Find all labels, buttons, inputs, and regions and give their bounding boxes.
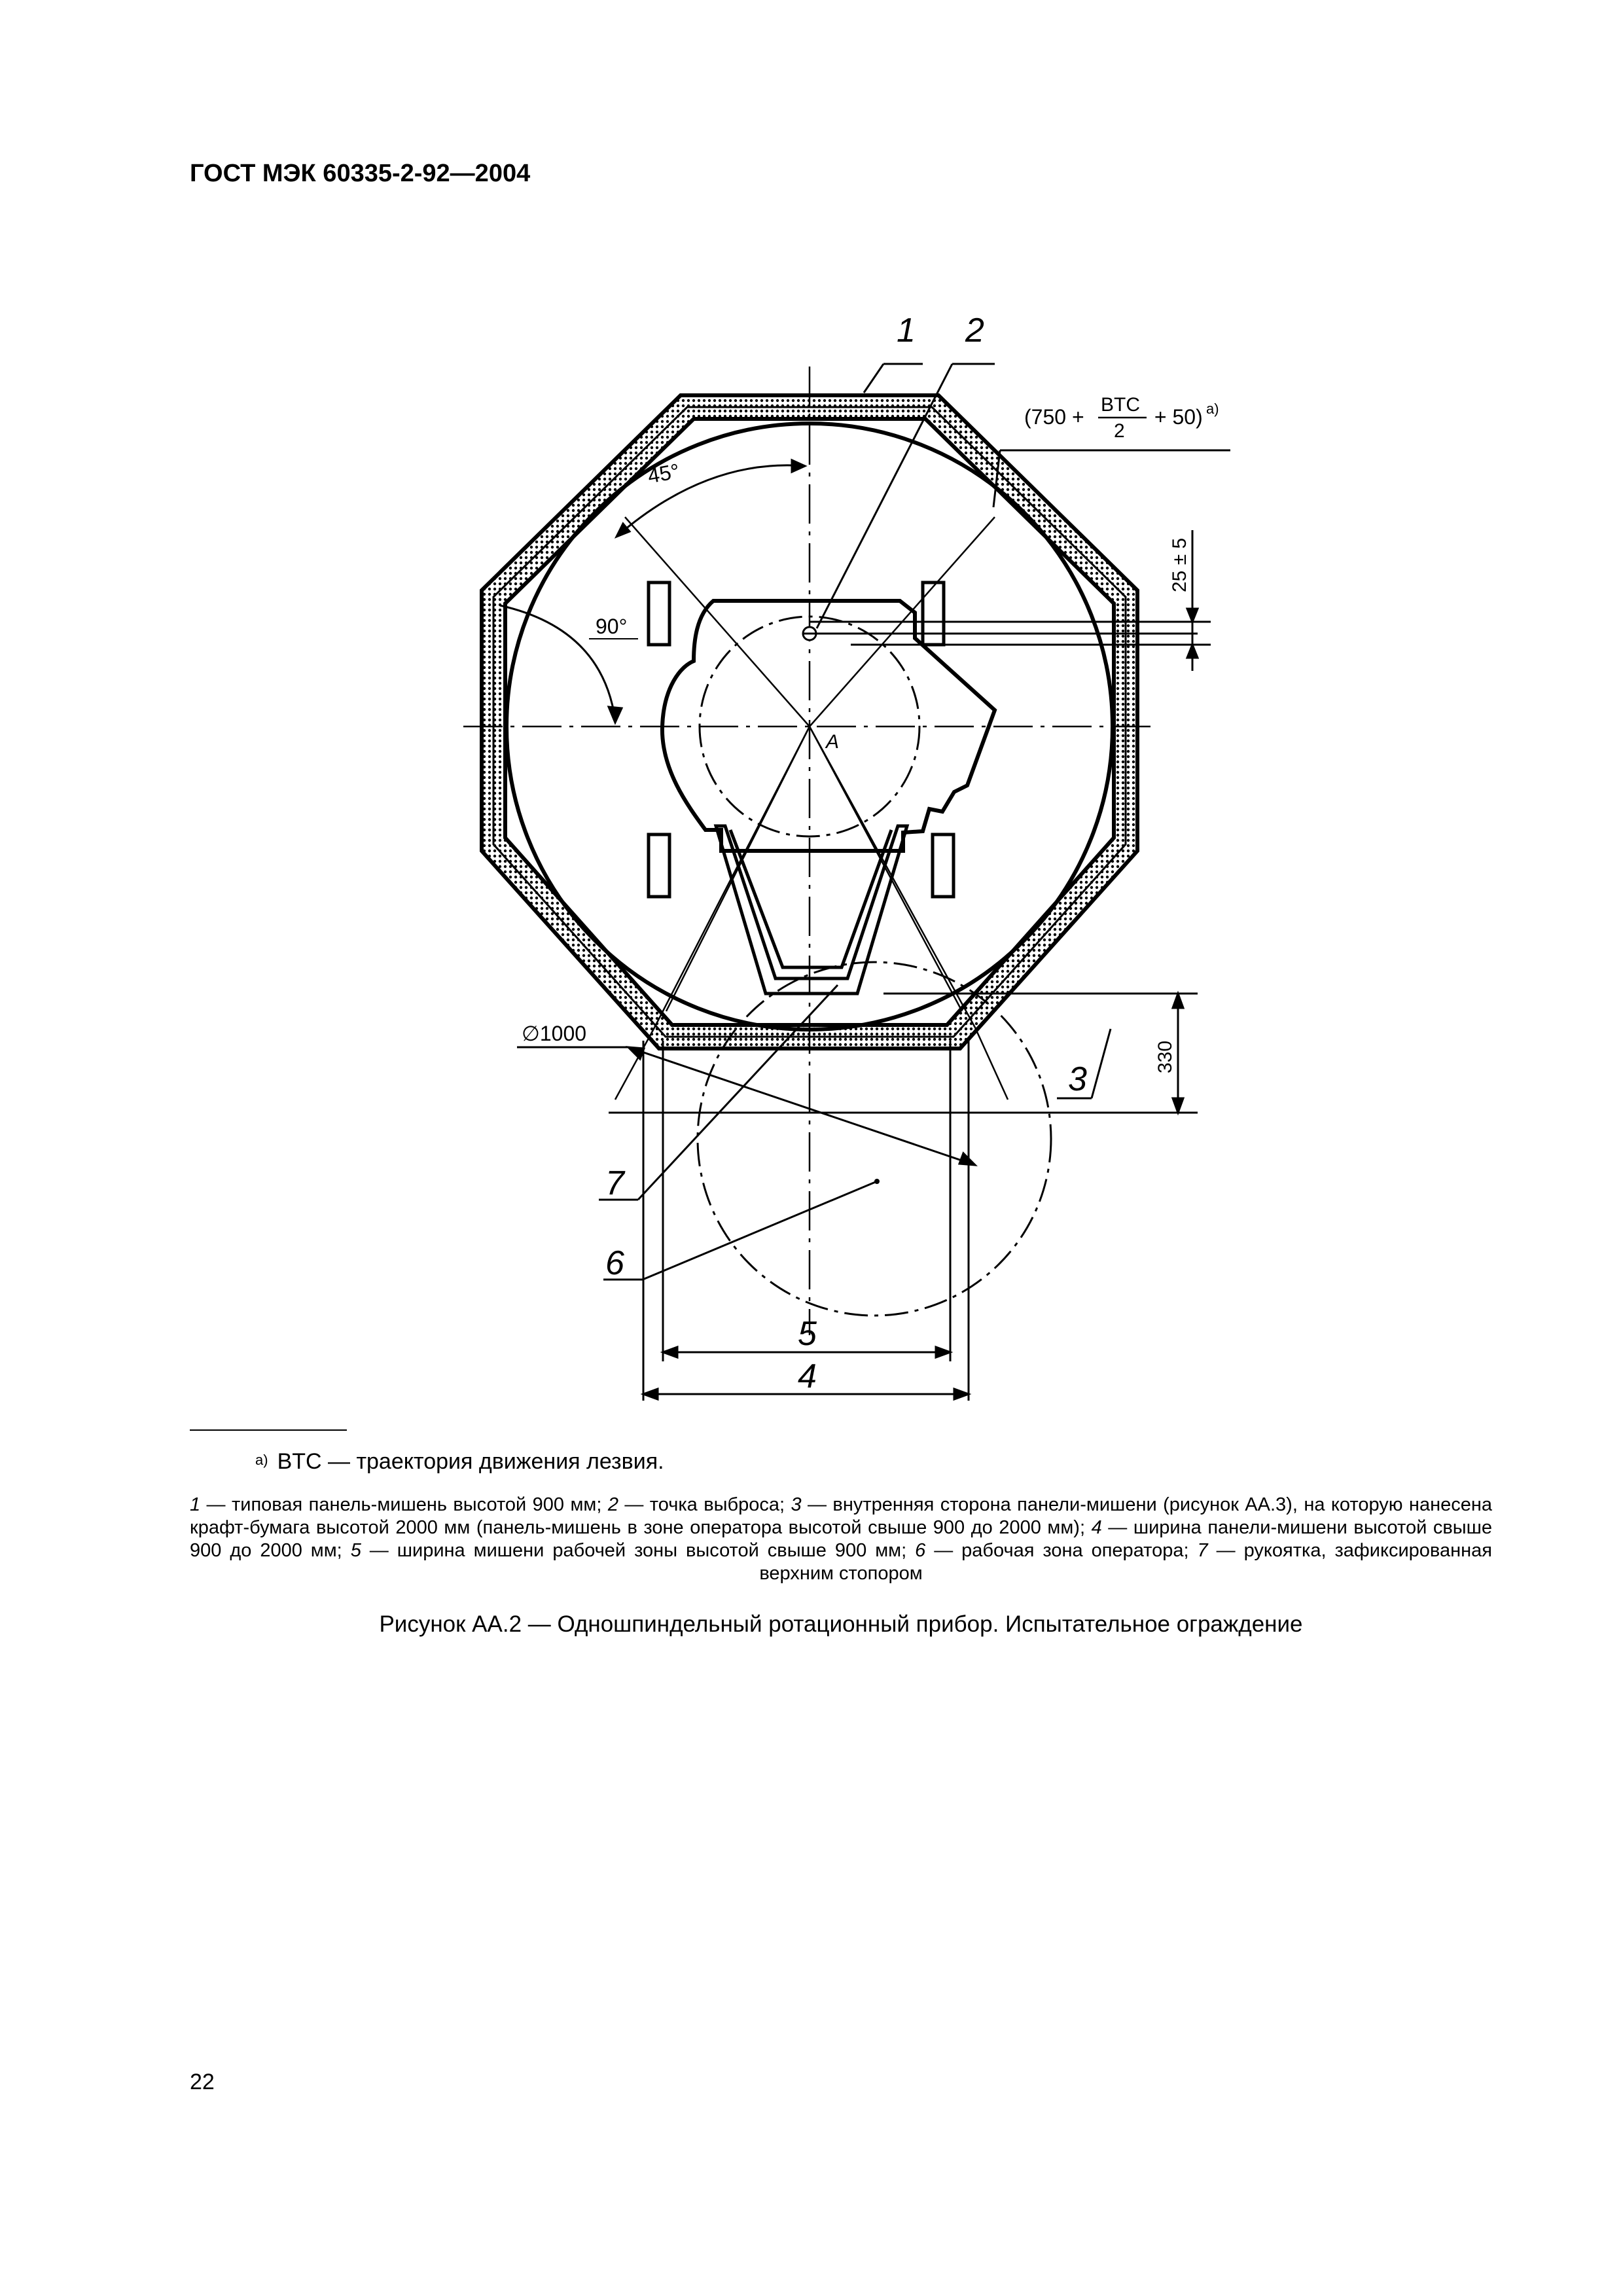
legend-text: — рабочая зона оператора; [925, 1540, 1198, 1561]
callout-4: 4 [798, 1357, 817, 1395]
legend-text: — ширина панели-мишени высотой свыше 900 до 2000 мм; [190, 1517, 1492, 1561]
legend-text: — типовая панель-мишень высотой 900 мм; [200, 1494, 608, 1515]
angle-90-label: 90° [596, 615, 628, 638]
svg-text:(750 +: (750 + [1024, 405, 1090, 429]
callout-6: 6 [605, 1244, 624, 1282]
legend-num: 6 [915, 1540, 926, 1561]
height-label: 330 [1154, 1040, 1176, 1073]
callout-1: 1 [897, 312, 916, 350]
legend-text: — внутренняя сторона панели-мишени (рисунок АА.3), на которую нанесена крафт-бумага высотой 2000 мм (панель-мишень в зоне оператора высотой свыше 900 до 2000 мм); [190, 1494, 1492, 1538]
legend-num: 4 [1091, 1517, 1102, 1538]
legend-text: — рукоятка, зафиксированная верхним стопором [759, 1540, 1492, 1584]
svg-text:2: 2 [1114, 420, 1125, 442]
legend-num: 5 [350, 1540, 361, 1561]
callout-7: 7 [605, 1164, 624, 1202]
legend-text: — ширина мишени рабочей зоны высотой свыше 900 мм; [361, 1540, 916, 1561]
svg-text:BTC: BTC [1101, 394, 1140, 416]
legend-num: 1 [190, 1494, 201, 1515]
diameter-label: ∅1000 [522, 1022, 587, 1045]
footnote-mark: a) [255, 1452, 268, 1468]
svg-text:+ 50): + 50) [1149, 405, 1203, 429]
operator-zone-circle [698, 962, 1051, 1316]
legend-num: 2 [607, 1494, 618, 1515]
legend-num: 3 [791, 1494, 802, 1515]
page-number: 22 [190, 2070, 215, 2094]
legend-text: — точка выброса; [618, 1494, 791, 1515]
footnote-text: BTC — траектория движения лезвия. [277, 1449, 664, 1474]
legend-num: 7 [1197, 1540, 1208, 1561]
callout-2: 2 [965, 312, 984, 350]
document-header: ГОСТ МЭК 60335-2-92—2004 [190, 160, 531, 187]
operator-zone-dot [874, 1179, 880, 1184]
height-dimension [609, 994, 1198, 1113]
figure-caption: Рисунок АА.2 — Одношпиндельный ротационный прибор. Испытательное ограждение [379, 1611, 1303, 1637]
footnote-separator [190, 1429, 347, 1431]
angle-45-label: 45° [646, 459, 681, 488]
svg-text:a): a) [1206, 401, 1219, 417]
callout-3: 3 [1068, 1060, 1087, 1098]
footnote [255, 1449, 664, 1475]
callout-5: 5 [798, 1315, 817, 1353]
tolerance-label: 25 ± 5 [1169, 537, 1190, 592]
figure-legend [190, 1494, 1492, 1585]
point-a-label: A [826, 731, 840, 753]
diameter-dimension [517, 1047, 975, 1165]
